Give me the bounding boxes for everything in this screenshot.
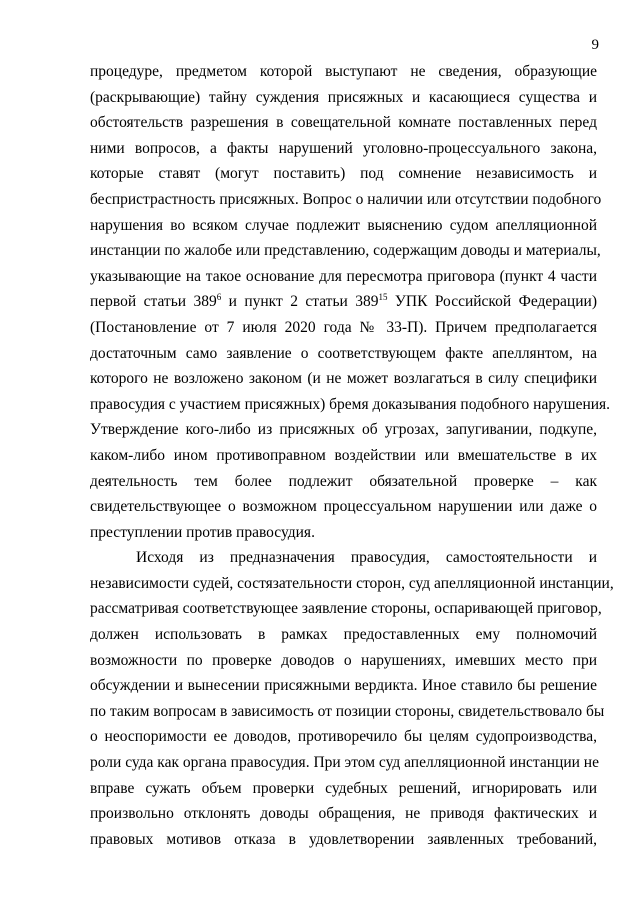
text-line: по таким вопросам в зависимость от позиции стороны, свидетельствовало бы [90, 702, 605, 720]
text-line: которого не возложено законом (и не может возлагаться в силу специфики [90, 370, 597, 388]
superscript: 15 [378, 292, 388, 303]
text-line: преступлении против правосудия. [90, 523, 315, 541]
text-line: обсуждении и вынесении присяжными вердикта. Иное ставило бы решение [90, 677, 597, 695]
page-number: 9 [591, 37, 599, 53]
text-line: каком-либо ином противоправном воздействии или вмешательстве в их [90, 446, 597, 464]
text-line-with-superscripts [90, 289, 597, 315]
text-line: правосудия с участием присяжных) бремя доказывания подобного нарушения. [90, 395, 611, 413]
text-line: ними вопросов, а факты нарушений уголовно-процессуального закона, [90, 139, 597, 157]
text-line: процедуре, предметом которой выступают не сведения, образующие [90, 63, 597, 80]
body-text [90, 59, 614, 852]
text-line: беспристрастность присяжных. Вопрос о наличии или отсутствии подобного [90, 190, 602, 208]
text-line: произвольно отклонять доводы обращения, не приводя фактических и [90, 805, 597, 823]
text-segment: УПК Российской Федерации) [387, 293, 597, 311]
text-line: достаточным само заявление о соответствующем факте апеллянтом, на [90, 344, 597, 362]
text-line: о неоспоримости ее доводов, противоречило бы целям судопроизводства, [90, 728, 597, 746]
text-line: вправе сужать объем проверки судебных решений, игнорировать или [90, 779, 597, 797]
text-segment: и пункт 2 статьи 389 [221, 293, 379, 311]
text-line: инстанции по жалобе или представлению, содержащим доводы и материалы, [90, 242, 601, 260]
text-line: правовых мотивов отказа в удовлетворении заявленных требований, [90, 830, 597, 848]
text-segment: первой статьи 389 [90, 293, 217, 311]
text-line: обстоятельств разрешения в совещательной комнате поставленных перед [90, 114, 597, 132]
text-line: указывающие на такое основание для пересмотра приговора (пункт 4 части [90, 267, 597, 285]
text-line: (раскрывающие) тайну суждения присяжных и касающиеся существа и [90, 88, 597, 106]
text-line: которые ставят (могут поставить) под сомнение независимость и [90, 165, 597, 183]
text-line: деятельность тем более подлежит обязательной проверке – как [90, 472, 597, 490]
text-line: (Постановление от 7 июля 2020 года № 33-П). Причем предполагается [90, 318, 597, 336]
text-line: Утверждение кого-либо из присяжных об угрозах, запугивании, подкупе, [90, 421, 597, 439]
text-line: роли суда как органа правосудия. При этом суд апелляционной инстанции не [90, 754, 599, 772]
text-line: Исходя из предназначения правосудия, самостоятельности и [136, 549, 597, 567]
text-line: независимости судей, состязательности сторон, суд апелляционной инстанции, [90, 574, 614, 592]
superscript: 6 [216, 292, 222, 303]
text-line: рассматривая соответствующее заявление стороны, оспаривающей приговор, [90, 600, 602, 618]
text-line: возможности по проверке доводов о нарушениях, имевших место при [90, 651, 597, 669]
text-line: должен использовать в рамках предоставленных ему полномочий [90, 626, 597, 644]
text-line: нарушения во всяком случае подлежит выяснению судом апелляционной [90, 216, 597, 234]
text-line: свидетельствующее о возможном процессуальном нарушении или даже о [90, 498, 597, 516]
